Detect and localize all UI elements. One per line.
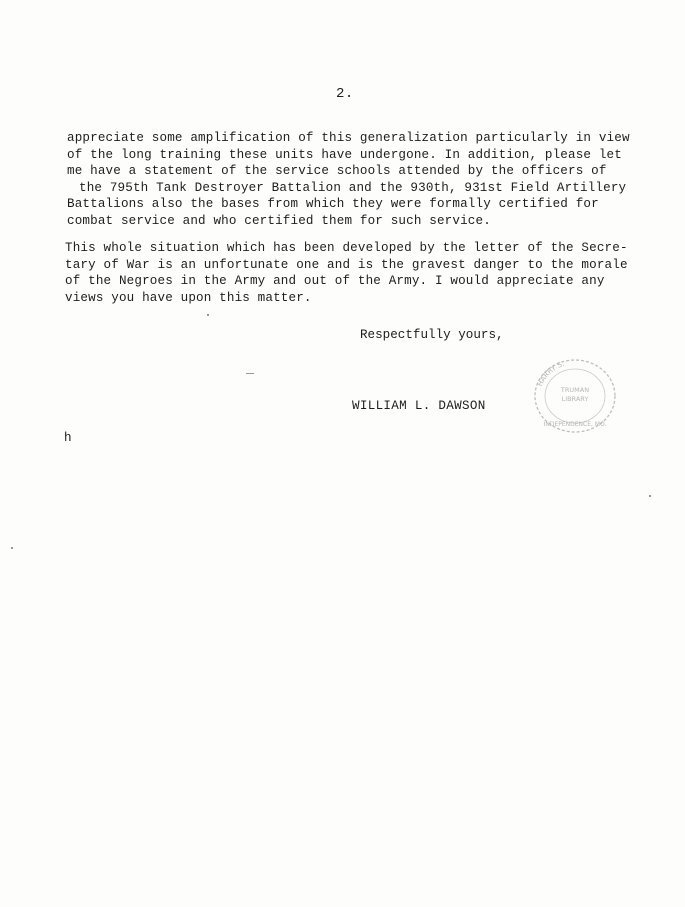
stamp-text-bottom: INDEPENDENCE, MO. — [543, 421, 607, 428]
paper-speck — [207, 314, 209, 316]
stamp-text-line: TRUMAN — [560, 386, 590, 394]
paragraph-line: the 795th Tank Destroyer Battalion and the 930th, 931st Field Artillery — [79, 180, 627, 195]
closing-salutation: Respectfully yours, — [360, 328, 504, 342]
signature-name: WILLIAM L. DAWSON — [352, 399, 486, 413]
stamp-text-top: HARRY S. — [536, 359, 566, 388]
body-paragraph-2 — [65, 240, 628, 306]
paper-speck — [649, 495, 651, 497]
page-number: 2. — [336, 86, 354, 102]
paragraph-line: combat service and who certified them for such service. — [67, 213, 491, 228]
paragraph-line: Battalions also the bases from which they were formally certified for — [67, 197, 599, 212]
paragraph-line: of the Negroes in the Army and out of the Army. I would appreciate any — [65, 274, 605, 289]
paragraph-line: appreciate some amplification of this generalization particularly in view — [67, 131, 630, 145]
paragraph-line: This whole situation which has been developed by the letter of the Secre- — [65, 241, 628, 255]
paragraph-line: views you have upon this matter. — [65, 290, 312, 305]
paragraph-line: me have a statement of the service schools attended by the officers of — [67, 164, 607, 179]
stray-mark — [246, 373, 254, 374]
paragraph-line: tary of War is an unfortunate one and is the gravest danger to the morale — [65, 257, 628, 272]
typist-initials: h — [64, 431, 72, 445]
paragraph-line: of the long training these units have undergone. In addition, please let — [67, 147, 622, 162]
svg-text:HARRY S. — [536, 360, 565, 388]
library-stamp — [527, 352, 623, 436]
stamp-text-line: LIBRARY — [561, 395, 589, 403]
body-paragraph-1 — [67, 130, 630, 230]
paper-speck — [11, 547, 13, 549]
